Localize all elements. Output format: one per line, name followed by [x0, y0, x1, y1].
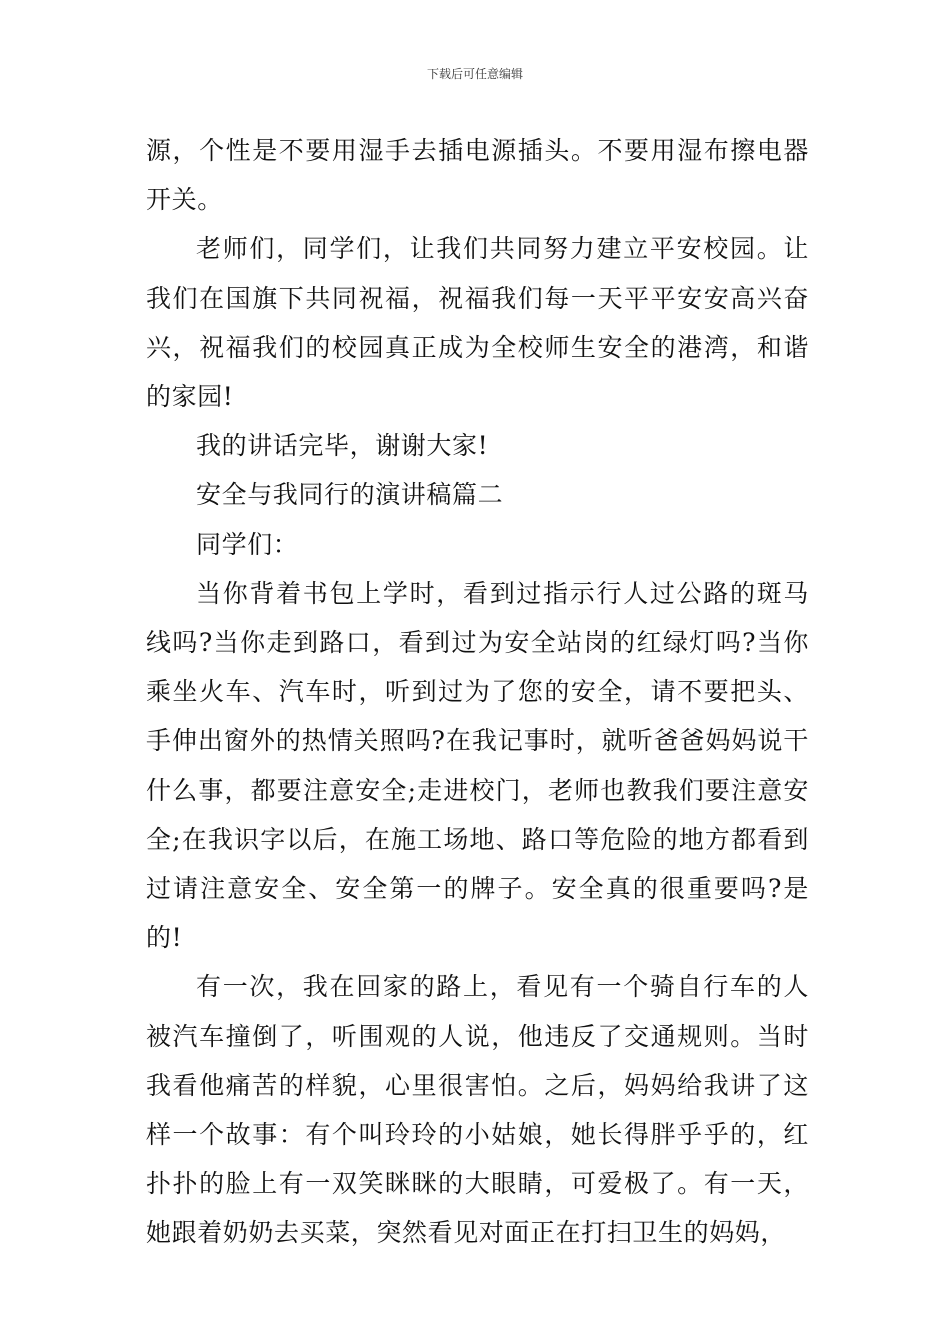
paragraph: 源，个性是不要用湿手去插电源插头。不要用湿布擦电器开关。	[146, 136, 809, 215]
section-title: 安全与我同行的演讲稿篇二	[196, 480, 504, 510]
document-body	[146, 126, 809, 1258]
page-header: 下载后可任意编辑	[426, 67, 523, 81]
paragraph: 我的讲话完毕，谢谢大家!	[196, 431, 489, 461]
paragraph: 有一次，我在回家的路上，看见有一个骑自行车的人被汽车撞倒了，听围观的人说，他违反了交通规则。当时我看他痛苦的样貌，心里很害怕。之后，妈妈给我讲了这样一个故事：有个叫玲玲的小姑娘，她长得胖乎乎的，红扑扑的脸上有一双笑眯眯的大眼睛，可爱极了。有一天，她跟着奶奶去买菜，突然看见对面正在打扫卫生的妈妈，	[146, 972, 809, 1248]
paragraph: 当你背着书包上学时，看到过指示行人过公路的斑马线吗?当你走到路口，看到过为安全站岗的红绿灯吗?当你乘坐火车、汽车时，听到过为了您的安全，请不要把头、手伸出窗外的热情关照吗?在我记事时，就听爸爸妈妈说干什么事，都要注意安全;走进校门，老师也教我们要注意安全;在我识字以后，在施工场地、路口等危险的地方都看到过请注意安全、安全第一的牌子。安全真的很重要吗?是的!	[146, 578, 809, 953]
salutation: 同学们：	[196, 529, 299, 559]
paragraph: 老师们，同学们，让我们共同努力建立平安校园。让我们在国旗下共同祝福，祝福我们每一天平平安安高兴奋兴，祝福我们的校园真正成为全校师生安全的港湾，和谐的家园!	[146, 234, 809, 412]
